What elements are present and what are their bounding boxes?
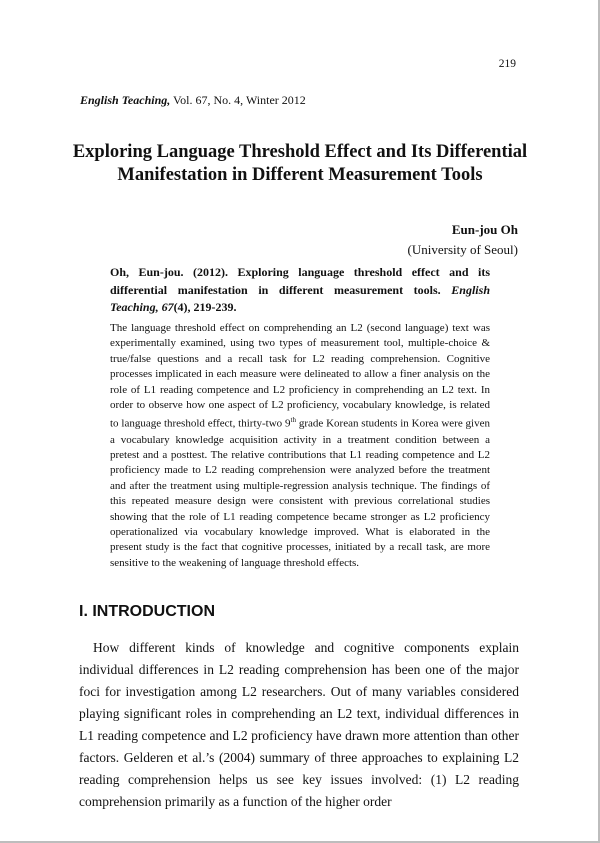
section-heading: I. INTRODUCTION xyxy=(79,603,215,620)
abstract-text-1: The language threshold effect on comprehending an L2 (second language) text was experimentally examined, using two types of measurement tool, multiple-choice & true/false questions and a recall task for L2 reading comprehension. Cognitive processes implicated in each measure were delineated to allow a finer analysis on the role of L1 reading competence and L2 proficiency in comprehending an L2 text. In order to observe how one aspect of L2 proficiency, vocabulary knowledge, is related to language threshold effect, thirty-two 9 xyxy=(110,322,490,431)
citation-text: Oh, Eun-jou. (2012). Exploring language threshold effect and its differential manifestation in different measurement tools. xyxy=(110,265,490,297)
citation-pages: (4), 219-239. xyxy=(173,300,237,314)
author-block xyxy=(218,220,518,260)
journal-details: Vol. 67, No. 4, Winter 2012 xyxy=(170,93,306,107)
journal-header xyxy=(80,93,306,108)
journal-name: English Teaching, xyxy=(80,93,171,107)
citation-journal: English Teaching, 67 xyxy=(110,282,490,314)
title-line-2: Manifestation in Different Measurement Tools xyxy=(117,165,483,185)
author-name: Eun-jou Oh xyxy=(451,222,518,237)
intro-paragraph: How different kinds of knowledge and cognitive components explain individual differences in L2 reading comprehension has been one of the major foci for investigation among L2 researchers. Out of many variables considered playing significant roles in comprehending an L2 text, individual differences in L1 reading competence and L2 proficiency have drawn more attention than other factors. Gelderen et al.’s (2004) summary of three approaches to explaining L2 reading comprehension helps us see key issues involved: (1) L2 reading comprehension primarily as a function of the higher order xyxy=(79,640,519,809)
author-affiliation: (University of Seoul) xyxy=(407,242,518,257)
citation xyxy=(110,264,490,317)
title-line-1: Exploring Language Threshold Effect and Its Differential xyxy=(72,142,528,162)
abstract-superscript: th xyxy=(290,416,296,425)
abstract xyxy=(110,321,490,571)
abstract-text-2: grade Korean students in Korea were given a vocabulary knowledge acquisition activity in a treatment condition between a pretest and a posttest. The relative contributions that L1 reading competence and L2 proficiency made to L2 reading comprehension were analyzed before the treatment and after the treatment using multiple-regression analysis technique. The findings of this repeated measure design were consistent with previous correlational studies showing that the role of L1 reading competence became stronger as L2 proficiency operationalized via vocabulary knowledge improved. What is elaborated in the present study is the fact that cognitive processes, initiated by a recall task, are more sensitive to the weakening of language threshold effects. xyxy=(110,418,490,569)
paper-title xyxy=(60,141,540,187)
page-number: 219 xyxy=(498,58,516,70)
